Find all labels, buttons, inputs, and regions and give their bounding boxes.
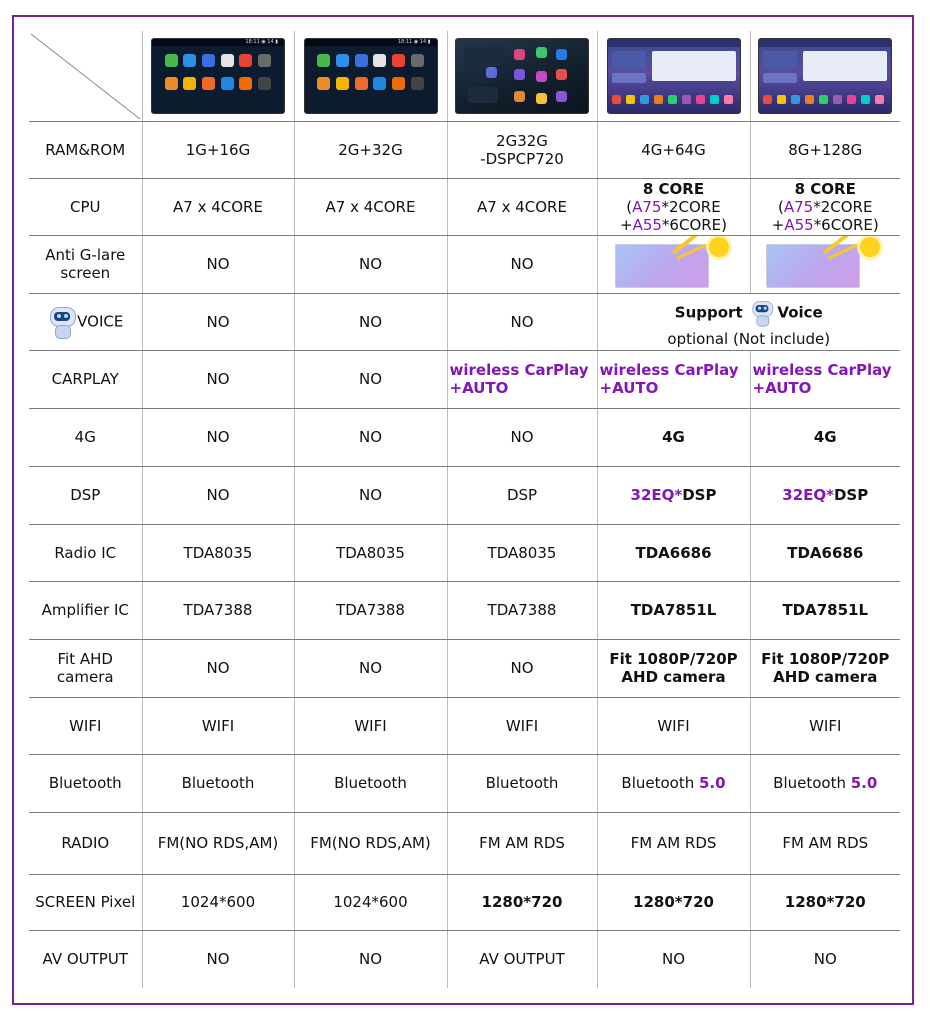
cell: TDA7388 [142,581,294,639]
cell: TDA7388 [447,581,597,639]
cell: 4G+64G [597,121,750,178]
cell: Fit 1080P/720P AHD camera [597,639,750,697]
cpu-title: 8 CORE [642,179,705,198]
corner-cell [29,31,142,121]
row-wifi [29,697,900,754]
cell: NO [597,930,750,988]
feature-label: Amplifier IC [29,581,142,639]
product-image-5 [750,31,900,121]
screen-android-grid-2: 18:11 ◉ 14 ▮ [304,38,438,114]
cell: FM(NO RDS,AM) [142,812,294,874]
feature-label: 4G [29,408,142,466]
screen-android-grid-1: 18:11 ◉ 14 ▮ [151,38,285,114]
robot-assistant-icon [47,305,77,339]
cell: NO [750,930,900,988]
cell: TDA7851L [597,581,750,639]
cell: TDA8035 [447,524,597,581]
cell: wireless CarPlay +AUTO [597,350,750,408]
feature-label: WIFI [29,697,142,754]
cell: TDA8035 [142,524,294,581]
cell: A7 x 4CORE [447,178,597,235]
cell: WIFI [447,697,597,754]
sun-icon [709,237,729,257]
cell: FM AM RDS [750,812,900,874]
product-image-2 [294,31,447,121]
cell: NO [142,293,294,350]
cell: Bluetooth [447,754,597,812]
cell: NO [142,235,294,293]
cell: WIFI [597,697,750,754]
row-radio [29,812,900,874]
row-4g [29,408,900,466]
feature-label: Radio IC [29,524,142,581]
cell: TDA7851L [750,581,900,639]
cell: 1024*600 [294,874,447,930]
cell: 1280*720 [750,874,900,930]
cell: NO [142,408,294,466]
row-cpu [29,178,900,235]
cell: NO [294,466,447,524]
cell: 8G+128G [750,121,900,178]
cell: NO [294,408,447,466]
robot-assistant-icon [750,299,774,326]
feature-label: Bluetooth [29,754,142,812]
cell: NO [447,235,597,293]
cell: TDA8035 [294,524,447,581]
cell-cpu-8core: 8 CORE (A75*2CORE +A55*6CORE) [750,178,900,235]
cell: 1G+16G [142,121,294,178]
product-image-1 [142,31,294,121]
cell-voice-support: Support Voice optional (Not include) [597,293,900,350]
screen-launcher-purple-2 [758,38,892,114]
row-dsp [29,466,900,524]
cell: wireless CarPlay +AUTO [750,350,900,408]
cell: FM(NO RDS,AM) [294,812,447,874]
cpu-title: 8 CORE [794,179,856,198]
cell: NO [294,639,447,697]
row-bluetooth [29,754,900,812]
feature-label: Anti G-lare screen [29,235,142,293]
feature-label-voice: VOICE [29,293,142,350]
cpu-a55: A55 [632,215,662,234]
feature-label: DSP [29,466,142,524]
sun-icon [860,237,880,257]
feature-label: SCREEN Pixel [29,874,142,930]
cell: wireless CarPlay +AUTO [447,350,597,408]
cell: A7 x 4CORE [142,178,294,235]
cell: Bluetooth [294,754,447,812]
cell: NO [142,930,294,988]
row-screen-pixel [29,874,900,930]
cell: TDA7388 [294,581,447,639]
row-av-output [29,930,900,988]
cell: NO [142,639,294,697]
cell: WIFI [142,697,294,754]
cpu-a75: A75 [632,197,662,216]
cell: TDA6686 [597,524,750,581]
row-radio-ic [29,524,900,581]
cell: NO [142,350,294,408]
cell: NO [447,408,597,466]
cell-anti-glare-image [597,235,750,293]
header-row [29,31,900,121]
feature-label: AV OUTPUT [42,950,128,969]
cell: 1024*600 [142,874,294,930]
cell-cpu-8core: 8 CORE (A75*2CORE +A55*6CORE) [597,178,750,235]
cell: WIFI [294,697,447,754]
cell: NO [142,466,294,524]
comparison-table [29,31,900,988]
cell: TDA6686 [750,524,900,581]
diagonal-divider [29,32,142,120]
feature-label: RAM&ROM [29,121,142,178]
cell: NO [447,639,597,697]
cell-dsp: 32EQ*DSP [750,466,900,524]
cell: NO [447,293,597,350]
feature-label: CPU [29,178,142,235]
voice-optional-note: optional (Not include) [667,329,831,348]
cell: NO [294,293,447,350]
cell: FM AM RDS [597,812,750,874]
feature-label: RADIO [29,812,142,874]
cell: A7 x 4CORE [294,178,447,235]
cell: Bluetooth [142,754,294,812]
row-amplifier-ic [29,581,900,639]
feature-label: Fit AHD camera [29,639,142,697]
cell: AV OUTPUT [447,930,597,988]
cpu-a55: A55 [784,215,814,234]
cpu-a75: A75 [783,197,814,216]
product-image-4 [597,31,750,121]
cell: NO [294,930,447,988]
screen-launcher-purple-1 [607,38,741,114]
row-anti-glare [29,235,900,293]
cell: 1280*720 [597,874,750,930]
cell: 2G+32G [294,121,447,178]
cell: 2G32G -DSPCP720 [447,121,597,178]
cell-bluetooth-5: Bluetooth 5.0 [597,754,750,812]
cell: 4G [750,408,900,466]
cell-anti-glare-image [750,235,900,293]
anti-glare-illustration [611,237,737,291]
screen-dashboard-dark [455,38,589,114]
cell: NO [294,235,447,293]
feature-label: CARPLAY [29,350,142,408]
cell: 1280*720 [447,874,597,930]
row-voice [29,293,900,350]
cell: WIFI [750,697,900,754]
cell-bluetooth-5: Bluetooth 5.0 [750,754,900,812]
row-carplay [29,350,900,408]
row-ram-rom [29,121,900,178]
cell: 4G [597,408,750,466]
cell: DSP [447,466,597,524]
row-ahd-camera [29,639,900,697]
cell: NO [294,350,447,408]
cell: FM AM RDS [447,812,597,874]
cell-dsp: 32EQ*DSP [597,466,750,524]
anti-glare-illustration [762,237,888,291]
cell: Fit 1080P/720P AHD camera [750,639,900,697]
product-image-3 [447,31,597,121]
